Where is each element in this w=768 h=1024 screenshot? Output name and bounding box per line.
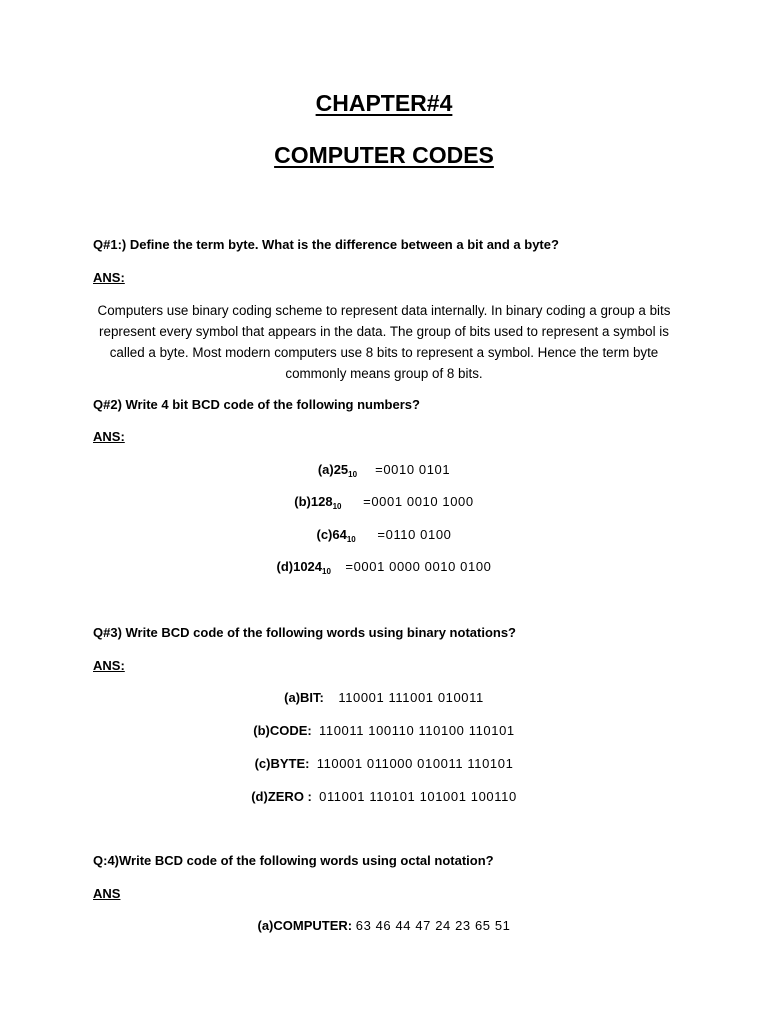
octal-item-a [0,918,768,933]
bcd-item-b [0,494,768,509]
bcd-item-d [0,559,768,574]
question-2: Q#2) Write 4 bit BCD code of the following numbers? [93,397,420,412]
binary-item-value: 110001 011000 010011 110101 [316,756,514,771]
binary-item-c [0,756,768,771]
bcd-item-value: =0001 0010 1000 [363,494,474,509]
binary-item-label: (a)BIT: [284,690,324,705]
bcd-item-value: =0010 0101 [375,462,451,477]
answer-label-4: ANS [93,886,121,901]
bcd-item-label: $(c)64_{10}$ [316,527,356,544]
main-title: COMPUTER CODES [274,142,494,168]
bcd-item-label: $(d)1024_{10}$ [276,559,331,576]
bcd-item-value: =0001 0000 0010 0100 [345,559,492,574]
binary-item-label: (d)ZERO : [251,789,312,804]
octal-item-value: 63 46 44 47 24 23 65 51 [355,918,511,933]
binary-item-value: 110001 111001 010011 [338,690,484,705]
binary-item-value: 110011 100110 110100 110101 [319,723,515,738]
question-1: Q#1:) Define the term byte. What is the difference between a bit and a byte? [93,237,559,252]
question-4: Q:4)Write BCD code of the following words using octal notation? [93,853,494,868]
binary-item-label: (b)CODE: [253,723,312,738]
binary-item-a [0,690,768,705]
question-3: Q#3) Write BCD code of the following words using binary notations? [93,625,516,640]
binary-item-d [0,789,768,804]
binary-item-label: (c)BYTE: [254,756,310,771]
bcd-item-label: $(a)25_{10}$ [317,462,358,479]
octal-item-label: (a)COMPUTER: [257,918,353,933]
answer-label-1: ANS: [93,270,125,285]
chapter-title: CHAPTER#4 [315,90,453,116]
bcd-item-a [0,462,768,477]
bcd-item-label: $(b)128_{10}$ [294,494,342,511]
answer-paragraph-1: Computers use binary coding scheme to represent data internally. In binary coding a group a bits represent every symbol that appears in the data. The group of bits used to represent a symbol is called a byte. Most modern computers use 8 bits to represent a symbol. Hence the term byte commonly means group of 8 bits. [97,303,671,381]
bcd-item-value: =0110 0100 [377,527,452,542]
answer-label-3: ANS: [93,658,125,673]
answer-label-2: ANS: [93,429,125,444]
binary-item-b [0,723,768,738]
binary-item-value: 011001 110101 101001 100110 [319,789,517,804]
bcd-item-c [0,527,768,542]
